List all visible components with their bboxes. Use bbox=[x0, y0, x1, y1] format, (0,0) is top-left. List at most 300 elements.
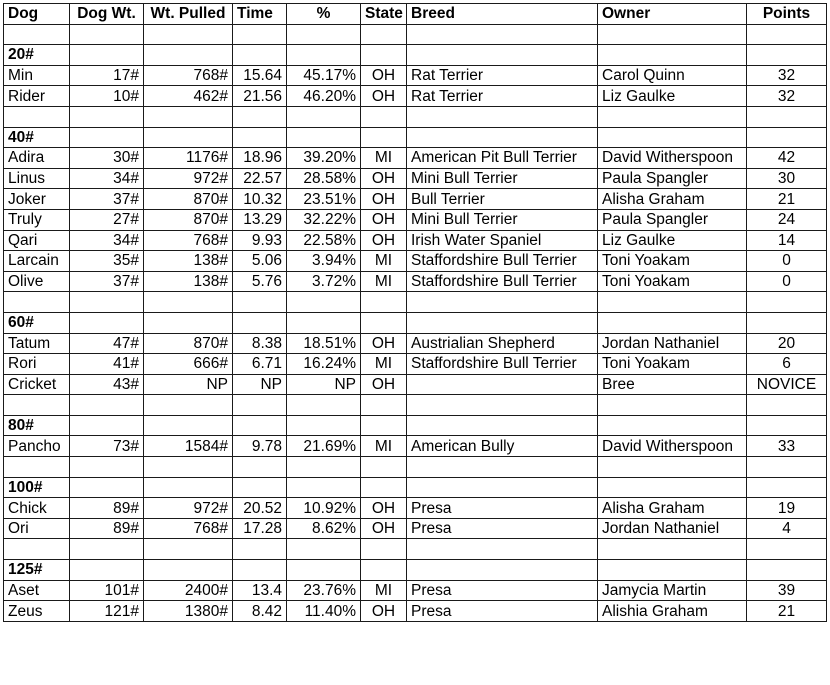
empty-cell bbox=[598, 560, 747, 581]
empty-cell bbox=[407, 477, 598, 498]
cell-percent: 3.94% bbox=[287, 251, 361, 272]
cell-points: 39 bbox=[747, 580, 827, 601]
empty-cell bbox=[361, 312, 407, 333]
cell-owner: Liz Gaulke bbox=[598, 230, 747, 251]
cell-breed: Presa bbox=[407, 518, 598, 539]
cell-percent: 46.20% bbox=[287, 86, 361, 107]
cell-state: MI bbox=[361, 436, 407, 457]
table-row bbox=[4, 65, 827, 86]
cell-time: NP bbox=[233, 374, 287, 395]
cell-dog: Truly bbox=[4, 209, 70, 230]
empty-cell bbox=[144, 106, 233, 127]
cell-dog-weight: 10# bbox=[70, 86, 144, 107]
cell-owner: Jordan Nathaniel bbox=[598, 518, 747, 539]
empty-cell bbox=[598, 457, 747, 478]
cell-owner: Jordan Nathaniel bbox=[598, 333, 747, 354]
weight-class-row bbox=[4, 45, 827, 66]
cell-time: 9.93 bbox=[233, 230, 287, 251]
spacer-row bbox=[4, 292, 827, 313]
cell-points: 14 bbox=[747, 230, 827, 251]
cell-breed: Rat Terrier bbox=[407, 65, 598, 86]
cell-dog: Chick bbox=[4, 498, 70, 519]
cell-time: 6.71 bbox=[233, 354, 287, 375]
cell-weight-pulled: 768# bbox=[144, 230, 233, 251]
empty-cell bbox=[598, 45, 747, 66]
cell-time: 10.32 bbox=[233, 189, 287, 210]
cell-state: OH bbox=[361, 209, 407, 230]
cell-weight-pulled: 972# bbox=[144, 168, 233, 189]
cell-owner: Paula Spangler bbox=[598, 168, 747, 189]
empty-cell bbox=[407, 127, 598, 148]
table-row bbox=[4, 436, 827, 457]
empty-cell bbox=[70, 395, 144, 416]
header-breed: Breed bbox=[407, 4, 598, 25]
cell-percent: 23.51% bbox=[287, 189, 361, 210]
empty-cell bbox=[287, 24, 361, 45]
cell-state: OH bbox=[361, 498, 407, 519]
empty-cell bbox=[233, 560, 287, 581]
cell-points: NOVICE bbox=[747, 374, 827, 395]
empty-cell bbox=[407, 106, 598, 127]
cell-owner: Toni Yoakam bbox=[598, 251, 747, 272]
cell-breed: Presa bbox=[407, 498, 598, 519]
empty-cell bbox=[747, 477, 827, 498]
cell-owner: Toni Yoakam bbox=[598, 354, 747, 375]
cell-state: MI bbox=[361, 354, 407, 375]
empty-cell bbox=[407, 45, 598, 66]
table-row bbox=[4, 148, 827, 169]
cell-breed: Mini Bull Terrier bbox=[407, 168, 598, 189]
cell-points: 33 bbox=[747, 436, 827, 457]
cell-state: OH bbox=[361, 601, 407, 622]
cell-percent: 21.69% bbox=[287, 436, 361, 457]
cell-breed: Staffordshire Bull Terrier bbox=[407, 251, 598, 272]
cell-dog-weight: 37# bbox=[70, 271, 144, 292]
cell-points: 19 bbox=[747, 498, 827, 519]
cell-dog: Linus bbox=[4, 168, 70, 189]
empty-cell bbox=[287, 127, 361, 148]
empty-cell bbox=[361, 106, 407, 127]
header-points: Points bbox=[747, 4, 827, 25]
empty-cell bbox=[361, 24, 407, 45]
cell-dog: Larcain bbox=[4, 251, 70, 272]
cell-state: OH bbox=[361, 189, 407, 210]
empty-cell bbox=[407, 395, 598, 416]
empty-cell bbox=[407, 457, 598, 478]
cell-weight-pulled: 2400# bbox=[144, 580, 233, 601]
empty-cell bbox=[144, 539, 233, 560]
cell-dog: Min bbox=[4, 65, 70, 86]
table-row bbox=[4, 374, 827, 395]
cell-dog: Qari bbox=[4, 230, 70, 251]
empty-cell bbox=[144, 457, 233, 478]
cell-state: OH bbox=[361, 230, 407, 251]
empty-cell bbox=[598, 477, 747, 498]
cell-time: 8.42 bbox=[233, 601, 287, 622]
cell-points: 42 bbox=[747, 148, 827, 169]
cell-dog-weight: 47# bbox=[70, 333, 144, 354]
empty-cell bbox=[4, 395, 70, 416]
table-row bbox=[4, 601, 827, 622]
empty-cell bbox=[747, 457, 827, 478]
empty-cell bbox=[287, 477, 361, 498]
cell-breed: Presa bbox=[407, 580, 598, 601]
cell-state: MI bbox=[361, 251, 407, 272]
cell-state: MI bbox=[361, 148, 407, 169]
empty-cell bbox=[70, 312, 144, 333]
empty-cell bbox=[747, 127, 827, 148]
empty-cell bbox=[598, 312, 747, 333]
empty-cell bbox=[361, 127, 407, 148]
empty-cell bbox=[4, 106, 70, 127]
empty-cell bbox=[144, 477, 233, 498]
cell-time: 18.96 bbox=[233, 148, 287, 169]
cell-breed: Bull Terrier bbox=[407, 189, 598, 210]
table-row bbox=[4, 580, 827, 601]
header-owner: Owner bbox=[598, 4, 747, 25]
cell-dog: Olive bbox=[4, 271, 70, 292]
cell-percent: 23.76% bbox=[287, 580, 361, 601]
cell-percent: 32.22% bbox=[287, 209, 361, 230]
cell-dog-weight: 89# bbox=[70, 498, 144, 519]
cell-breed bbox=[407, 374, 598, 395]
empty-cell bbox=[598, 415, 747, 436]
empty-cell bbox=[233, 127, 287, 148]
empty-cell bbox=[747, 24, 827, 45]
cell-state: OH bbox=[361, 65, 407, 86]
empty-cell bbox=[144, 312, 233, 333]
cell-dog: Rider bbox=[4, 86, 70, 107]
empty-cell bbox=[287, 539, 361, 560]
empty-cell bbox=[361, 477, 407, 498]
cell-weight-pulled: 138# bbox=[144, 251, 233, 272]
cell-dog: Rori bbox=[4, 354, 70, 375]
cell-dog: Pancho bbox=[4, 436, 70, 457]
cell-time: 17.28 bbox=[233, 518, 287, 539]
cell-dog-weight: 101# bbox=[70, 580, 144, 601]
cell-dog-weight: 34# bbox=[70, 168, 144, 189]
cell-percent: 39.20% bbox=[287, 148, 361, 169]
table-row bbox=[4, 251, 827, 272]
cell-breed: Mini Bull Terrier bbox=[407, 209, 598, 230]
cell-weight-pulled: 870# bbox=[144, 333, 233, 354]
cell-dog: Tatum bbox=[4, 333, 70, 354]
empty-cell bbox=[144, 292, 233, 313]
empty-cell bbox=[144, 560, 233, 581]
cell-weight-pulled: 138# bbox=[144, 271, 233, 292]
cell-dog: Aset bbox=[4, 580, 70, 601]
weight-class-label: 40# bbox=[4, 127, 70, 148]
table-row bbox=[4, 518, 827, 539]
weight-class-row bbox=[4, 415, 827, 436]
cell-time: 21.56 bbox=[233, 86, 287, 107]
empty-cell bbox=[598, 539, 747, 560]
cell-state: MI bbox=[361, 580, 407, 601]
empty-cell bbox=[407, 415, 598, 436]
cell-weight-pulled: 462# bbox=[144, 86, 233, 107]
empty-cell bbox=[287, 312, 361, 333]
cell-owner: Jamycia Martin bbox=[598, 580, 747, 601]
cell-percent: 28.58% bbox=[287, 168, 361, 189]
cell-points: 0 bbox=[747, 251, 827, 272]
empty-cell bbox=[4, 539, 70, 560]
cell-time: 20.52 bbox=[233, 498, 287, 519]
table-row bbox=[4, 168, 827, 189]
empty-cell bbox=[361, 415, 407, 436]
cell-points: 21 bbox=[747, 601, 827, 622]
cell-time: 13.4 bbox=[233, 580, 287, 601]
cell-state: OH bbox=[361, 168, 407, 189]
cell-breed: Rat Terrier bbox=[407, 86, 598, 107]
cell-owner: Alishia Graham bbox=[598, 601, 747, 622]
cell-breed: Presa bbox=[407, 601, 598, 622]
cell-owner: Liz Gaulke bbox=[598, 86, 747, 107]
empty-cell bbox=[233, 395, 287, 416]
empty-cell bbox=[287, 395, 361, 416]
table-row bbox=[4, 354, 827, 375]
weight-class-label: 20# bbox=[4, 45, 70, 66]
empty-cell bbox=[361, 45, 407, 66]
cell-time: 13.29 bbox=[233, 209, 287, 230]
header-dog-weight: Dog Wt. bbox=[70, 4, 144, 25]
cell-breed: Irish Water Spaniel bbox=[407, 230, 598, 251]
table-row bbox=[4, 230, 827, 251]
empty-cell bbox=[407, 292, 598, 313]
cell-points: 32 bbox=[747, 65, 827, 86]
empty-cell bbox=[287, 45, 361, 66]
empty-cell bbox=[287, 457, 361, 478]
empty-cell bbox=[747, 312, 827, 333]
empty-cell bbox=[747, 560, 827, 581]
header-percent: % bbox=[287, 4, 361, 25]
empty-cell bbox=[70, 477, 144, 498]
empty-cell bbox=[598, 127, 747, 148]
weight-class-row bbox=[4, 312, 827, 333]
cell-weight-pulled: 1380# bbox=[144, 601, 233, 622]
cell-dog-weight: 41# bbox=[70, 354, 144, 375]
empty-cell bbox=[233, 24, 287, 45]
cell-points: 20 bbox=[747, 333, 827, 354]
empty-cell bbox=[287, 292, 361, 313]
cell-points: 4 bbox=[747, 518, 827, 539]
cell-breed: American Pit Bull Terrier bbox=[407, 148, 598, 169]
spacer-row bbox=[4, 395, 827, 416]
empty-cell bbox=[144, 127, 233, 148]
table-row bbox=[4, 498, 827, 519]
table-row bbox=[4, 209, 827, 230]
cell-dog: Joker bbox=[4, 189, 70, 210]
cell-dog-weight: 35# bbox=[70, 251, 144, 272]
header-row bbox=[4, 4, 827, 25]
cell-percent: 16.24% bbox=[287, 354, 361, 375]
empty-cell bbox=[747, 539, 827, 560]
empty-cell bbox=[361, 457, 407, 478]
cell-breed: American Bully bbox=[407, 436, 598, 457]
cell-points: 0 bbox=[747, 271, 827, 292]
table-row bbox=[4, 189, 827, 210]
header-weight-pulled: Wt. Pulled bbox=[144, 4, 233, 25]
cell-percent: 18.51% bbox=[287, 333, 361, 354]
cell-state: OH bbox=[361, 86, 407, 107]
spacer-row bbox=[4, 106, 827, 127]
cell-points: 6 bbox=[747, 354, 827, 375]
cell-weight-pulled: 768# bbox=[144, 65, 233, 86]
cell-dog: Adira bbox=[4, 148, 70, 169]
empty-cell bbox=[4, 24, 70, 45]
empty-cell bbox=[70, 457, 144, 478]
cell-owner: Bree bbox=[598, 374, 747, 395]
table-row bbox=[4, 271, 827, 292]
header-time: Time bbox=[233, 4, 287, 25]
header-state: State bbox=[361, 4, 407, 25]
cell-time: 8.38 bbox=[233, 333, 287, 354]
empty-cell bbox=[70, 560, 144, 581]
cell-weight-pulled: 870# bbox=[144, 209, 233, 230]
cell-dog: Ori bbox=[4, 518, 70, 539]
empty-cell bbox=[70, 106, 144, 127]
empty-cell bbox=[287, 106, 361, 127]
empty-cell bbox=[361, 395, 407, 416]
cell-percent: 11.40% bbox=[287, 601, 361, 622]
cell-points: 24 bbox=[747, 209, 827, 230]
cell-percent: 22.58% bbox=[287, 230, 361, 251]
empty-cell bbox=[287, 415, 361, 436]
cell-owner: Carol Quinn bbox=[598, 65, 747, 86]
cell-owner: David Witherspoon bbox=[598, 436, 747, 457]
empty-cell bbox=[598, 24, 747, 45]
empty-cell bbox=[598, 395, 747, 416]
cell-points: 32 bbox=[747, 86, 827, 107]
cell-dog-weight: 34# bbox=[70, 230, 144, 251]
cell-weight-pulled: 768# bbox=[144, 518, 233, 539]
empty-cell bbox=[407, 560, 598, 581]
empty-cell bbox=[407, 24, 598, 45]
cell-dog: Cricket bbox=[4, 374, 70, 395]
cell-time: 5.76 bbox=[233, 271, 287, 292]
weight-class-row bbox=[4, 560, 827, 581]
weight-class-label: 60# bbox=[4, 312, 70, 333]
spacer-row bbox=[4, 24, 827, 45]
results-sheet bbox=[3, 3, 827, 622]
empty-cell bbox=[233, 539, 287, 560]
cell-weight-pulled: 870# bbox=[144, 189, 233, 210]
cell-weight-pulled: 972# bbox=[144, 498, 233, 519]
cell-dog-weight: 43# bbox=[70, 374, 144, 395]
empty-cell bbox=[233, 477, 287, 498]
cell-dog-weight: 27# bbox=[70, 209, 144, 230]
cell-percent: 10.92% bbox=[287, 498, 361, 519]
empty-cell bbox=[70, 539, 144, 560]
table-row bbox=[4, 333, 827, 354]
cell-owner: David Witherspoon bbox=[598, 148, 747, 169]
empty-cell bbox=[70, 127, 144, 148]
table-row bbox=[4, 86, 827, 107]
cell-weight-pulled: NP bbox=[144, 374, 233, 395]
empty-cell bbox=[144, 24, 233, 45]
empty-cell bbox=[70, 292, 144, 313]
empty-cell bbox=[144, 45, 233, 66]
cell-owner: Alisha Graham bbox=[598, 189, 747, 210]
empty-cell bbox=[233, 45, 287, 66]
weight-class-label: 125# bbox=[4, 560, 70, 581]
empty-cell bbox=[70, 24, 144, 45]
cell-time: 5.06 bbox=[233, 251, 287, 272]
cell-weight-pulled: 1584# bbox=[144, 436, 233, 457]
cell-dog-weight: 121# bbox=[70, 601, 144, 622]
cell-dog-weight: 73# bbox=[70, 436, 144, 457]
empty-cell bbox=[70, 415, 144, 436]
cell-points: 30 bbox=[747, 168, 827, 189]
cell-breed: Staffordshire Bull Terrier bbox=[407, 271, 598, 292]
spacer-row bbox=[4, 539, 827, 560]
empty-cell bbox=[407, 312, 598, 333]
empty-cell bbox=[233, 457, 287, 478]
empty-cell bbox=[361, 292, 407, 313]
empty-cell bbox=[747, 106, 827, 127]
cell-percent: NP bbox=[287, 374, 361, 395]
header-dog: Dog bbox=[4, 4, 70, 25]
cell-time: 9.78 bbox=[233, 436, 287, 457]
cell-state: OH bbox=[361, 374, 407, 395]
cell-breed: Staffordshire Bull Terrier bbox=[407, 354, 598, 375]
empty-cell bbox=[747, 292, 827, 313]
empty-cell bbox=[361, 560, 407, 581]
cell-weight-pulled: 666# bbox=[144, 354, 233, 375]
empty-cell bbox=[598, 292, 747, 313]
cell-percent: 8.62% bbox=[287, 518, 361, 539]
cell-breed: Austrialian Shepherd bbox=[407, 333, 598, 354]
empty-cell bbox=[144, 395, 233, 416]
empty-cell bbox=[361, 539, 407, 560]
empty-cell bbox=[70, 45, 144, 66]
cell-dog-weight: 89# bbox=[70, 518, 144, 539]
cell-points: 21 bbox=[747, 189, 827, 210]
weight-class-label: 100# bbox=[4, 477, 70, 498]
cell-dog: Zeus bbox=[4, 601, 70, 622]
empty-cell bbox=[233, 106, 287, 127]
empty-cell bbox=[233, 312, 287, 333]
cell-dog-weight: 17# bbox=[70, 65, 144, 86]
cell-time: 15.64 bbox=[233, 65, 287, 86]
cell-dog-weight: 30# bbox=[70, 148, 144, 169]
empty-cell bbox=[233, 292, 287, 313]
empty-cell bbox=[4, 457, 70, 478]
empty-cell bbox=[287, 560, 361, 581]
spacer-row bbox=[4, 457, 827, 478]
weight-class-row bbox=[4, 127, 827, 148]
empty-cell bbox=[747, 415, 827, 436]
cell-time: 22.57 bbox=[233, 168, 287, 189]
empty-cell bbox=[747, 45, 827, 66]
empty-cell bbox=[747, 395, 827, 416]
empty-cell bbox=[407, 539, 598, 560]
cell-weight-pulled: 1176# bbox=[144, 148, 233, 169]
results-table bbox=[3, 3, 827, 622]
cell-owner: Paula Spangler bbox=[598, 209, 747, 230]
results-table-body bbox=[4, 4, 827, 622]
cell-percent: 45.17% bbox=[287, 65, 361, 86]
weight-class-row bbox=[4, 477, 827, 498]
cell-owner: Toni Yoakam bbox=[598, 271, 747, 292]
cell-state: OH bbox=[361, 333, 407, 354]
weight-class-label: 80# bbox=[4, 415, 70, 436]
empty-cell bbox=[4, 292, 70, 313]
empty-cell bbox=[233, 415, 287, 436]
cell-state: OH bbox=[361, 518, 407, 539]
empty-cell bbox=[598, 106, 747, 127]
cell-percent: 3.72% bbox=[287, 271, 361, 292]
empty-cell bbox=[144, 415, 233, 436]
